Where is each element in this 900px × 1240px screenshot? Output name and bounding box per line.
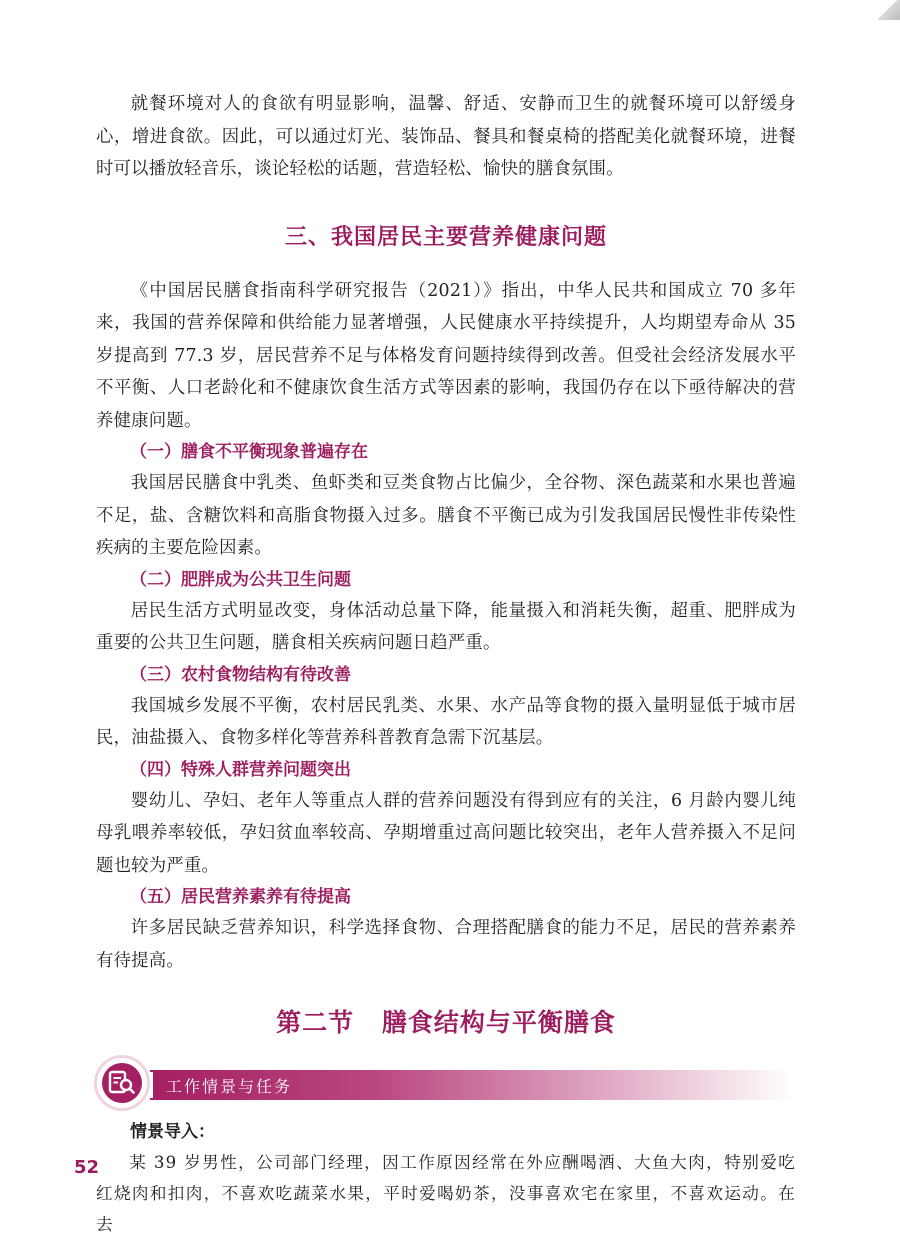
section-three-title: 三、我国居民主要营养健康问题 (284, 224, 607, 250)
problem-text: 我国居民膳食中乳类、鱼虾类和豆类食物占比偏少，全谷物、深色蔬菜和水果也普遍不足，盐、含糖饮料和高脂食物摄入过多。膳食不平衡已成为引发我国居民慢性非传染性疾病的主要危险因素。 (96, 473, 796, 558)
problem-heading: （五）居民营养素养有待提高 (130, 887, 351, 907)
scenario-text: 某 39 岁男性，公司部门经理，因工作原因经常在外应酬喝酒、大鱼大肉，特别爱吃红烧肉和扣肉，不喜欢吃蔬菜水果，平时爱喝奶茶，没事喜欢宅在家里，不喜欢运动。在去 (96, 1153, 796, 1234)
problem-item-5 (96, 882, 796, 977)
problem-heading: （一）膳食不平衡现象普遍存在 (130, 442, 368, 462)
section-three-lead: 《中国居民膳食指南科学研究报告（2021）》指出，中华人民共和国成立 70 多年来，我国的营养保障和供给能力显著增强，人民健康水平持续提升，人均期望寿命从 35 岁提高到 77.3 岁，居民营养不足与体格发育问题持续得到改善。但受社会经济发展水平不平衡、人口老龄化和不健康饮食生活方式等因素的影响，我国仍存在以下亟待解决的营养健康问题。 (96, 280, 796, 431)
work-scenario-banner (94, 1055, 796, 1113)
problem-item-2 (96, 565, 796, 660)
banner-bar (150, 1070, 794, 1100)
chapter-title: 第二节 膳食结构与平衡膳食 (276, 1008, 616, 1037)
banner-icon-badge (94, 1055, 150, 1111)
problem-heading: （三）农村食物结构有待改善 (130, 664, 351, 685)
banner-label: 工作情景与任务 (166, 1077, 293, 1096)
problem-item-4 (96, 755, 796, 883)
page-corner-fold (878, 0, 900, 20)
problem-item-1 (96, 437, 796, 565)
problem-text: 婴幼儿、孕妇、老年人等重点人群的营养问题没有得到应有的关注，6 月龄内婴儿纯母乳喂养率较低，孕妇贫血率较高、孕期增重过高问题比较突出，老年人营养摄入不足问题也较为严重。 (96, 790, 796, 876)
page-number: 52 (74, 1157, 100, 1178)
intro-paragraph: 就餐环境对人的食欲有明显影响，温馨、舒适、安静而卫生的就餐环境可以舒缓身心，增进食欲。因此，可以通过灯光、装饰品、餐具和餐桌椅的搭配美化就餐环境，进餐时可以播放轻音乐，谈论轻松的话题，营造轻松、愉快的膳食氛围。 (96, 94, 796, 179)
problem-text: 我国城乡发展不平衡，农村居民乳类、水果、水产品等食物的摄入量明显低于城市居民，油盐摄入、食物多样化等营养科普教育急需下沉基层。 (96, 695, 796, 748)
problem-heading: （四）特殊人群营养问题突出 (130, 759, 351, 780)
document-search-icon (108, 1070, 136, 1096)
scenario-label: 情景导入： (130, 1122, 215, 1142)
problem-text: 许多居民缺乏营养知识，科学选择食物、合理搭配膳食的能力不足，居民的营养素养有待提高。 (96, 918, 796, 971)
page-content (96, 88, 796, 1240)
problem-item-3 (96, 660, 796, 755)
problem-text: 居民生活方式明显改变，身体活动总量下降，能量摄入和消耗失衡，超重、肥胖成为重要的公共卫生问题，膳食相关疾病问题日趋严重。 (96, 600, 796, 653)
problem-heading: （二）肥胖成为公共卫生问题 (130, 569, 351, 590)
